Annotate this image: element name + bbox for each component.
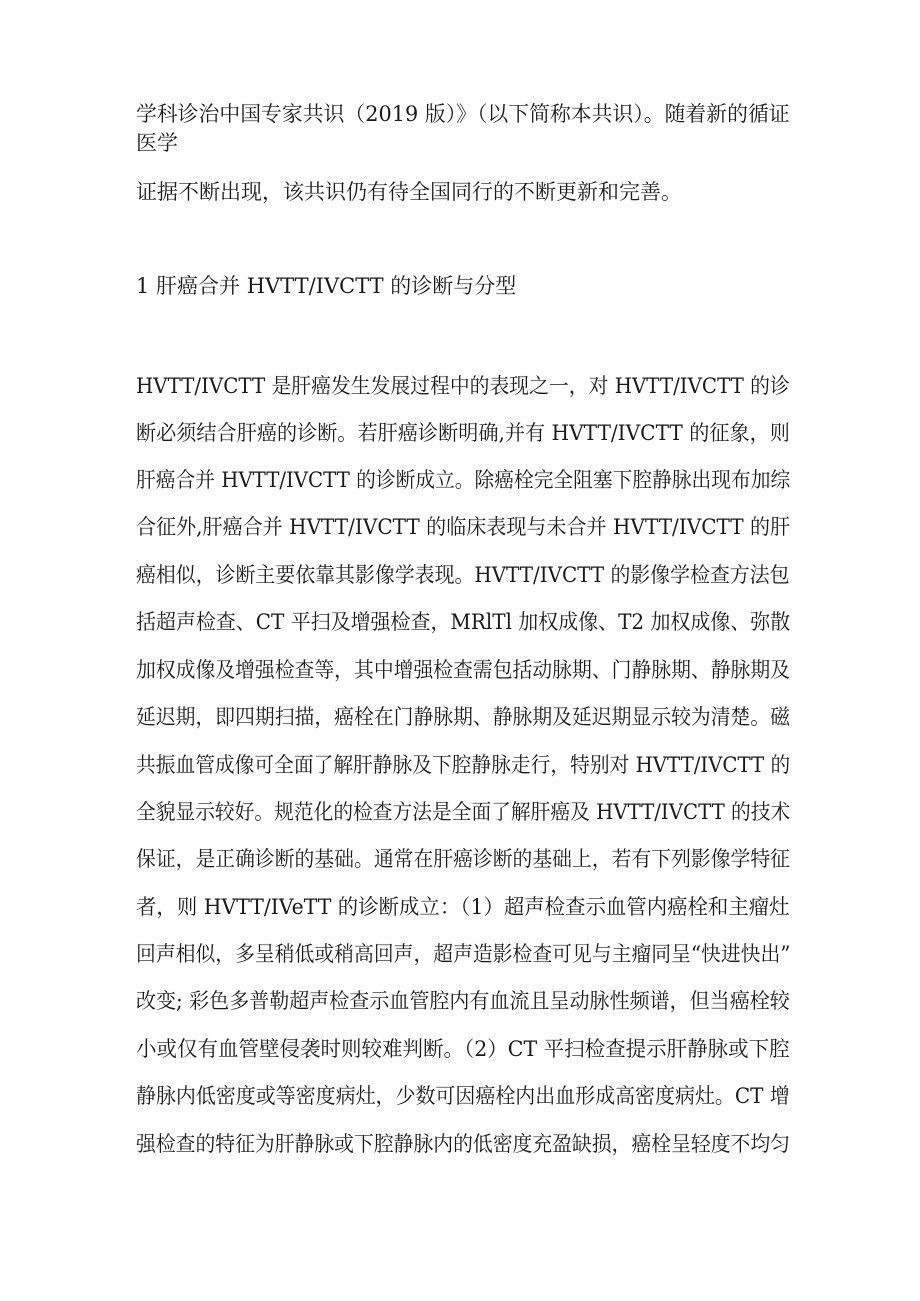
body-line: 断必须结合肝癌的诊断。若肝癌诊断明确,并有 HVTT/IVCTT 的征象，则 bbox=[136, 421, 790, 445]
body-line: 全貌显示较好。规范化的检查方法是全面了解肝癌及 HVTT/IVCTT 的技术 bbox=[136, 800, 791, 824]
body-line: HVTT/IVCTT 是肝癌发生发展过程中的表现之一，对 HVTT/IVCTT 的诊 bbox=[136, 374, 790, 398]
body-line: 小或仅有血管壁侵袭时则较难判断。（2）CT 平扫检查提示肝静脉或下腔 bbox=[136, 1037, 790, 1061]
body-line: 合征外,肝癌合并 HVTT/IVCTT 的临床表现与未合并 HVTT/IVCTT 的肝 bbox=[136, 515, 791, 539]
body-line: 延迟期，即四期扫描，癌栓在门静脉期、静脉期及延迟期显示较为清楚。磁 bbox=[136, 705, 790, 729]
body-line: 括超声检查、CT 平扫及增强检查，MRlTl 加权成像、T2 加权成像、弥散 bbox=[136, 610, 791, 634]
body-line: 者，则 HVTT/IVeTT 的诊断成立：（1）超声检查示血管内癌栓和主瘤灶 bbox=[136, 895, 790, 919]
intro-line-2: 医学 bbox=[136, 131, 178, 155]
body-line: 强检查的特征为肝静脉或下腔静脉内的低密度充盈缺损，癌栓呈轻度不均匀 bbox=[136, 1132, 790, 1156]
body-line: 癌相似，诊断主要依靠其影像学表现。HVTT/IVCTT 的影像学检查方法包 bbox=[136, 563, 790, 587]
intro-line-1: 学科诊治中国专家共识（2019 版）》（以下简称本共识）。随着新的循证 bbox=[136, 102, 790, 126]
intro-line-3: 证据不断出现，该共识仍有待全国同行的不断更新和完善。 bbox=[136, 180, 682, 204]
body-line: 回声相似，多呈稍低或稍高回声，超声造影检查可见与主瘤同呈“快进快出” bbox=[136, 942, 791, 966]
body-line: 改变; 彩色多普勒超声检查示血管腔内有血流且呈动脉性频谱，但当癌栓较 bbox=[136, 989, 790, 1013]
body-line: 共振血管成像可全面了解肝静脉及下腔静脉走行，特别对 HVTT/IVCTT 的 bbox=[136, 753, 791, 777]
section-heading: 1 肝癌合并 HVTT/IVCTT 的诊断与分型 bbox=[136, 274, 517, 298]
body-line: 静脉内低密度或等密度病灶，少数可因癌栓内出血形成高密度病灶。CT 增 bbox=[136, 1084, 790, 1108]
body-line: 加权成像及增强检查等，其中增强检查需包括动脉期、门静脉期、静脉期及 bbox=[136, 658, 790, 682]
body-line: 肝癌合并 HVTT/IVCTT 的诊断成立。除癌栓完全阻塞下腔静脉出现布加综 bbox=[136, 468, 791, 492]
body-line: 保证，是正确诊断的基础。通常在肝癌诊断的基础上，若有下列影像学特征 bbox=[136, 847, 790, 871]
